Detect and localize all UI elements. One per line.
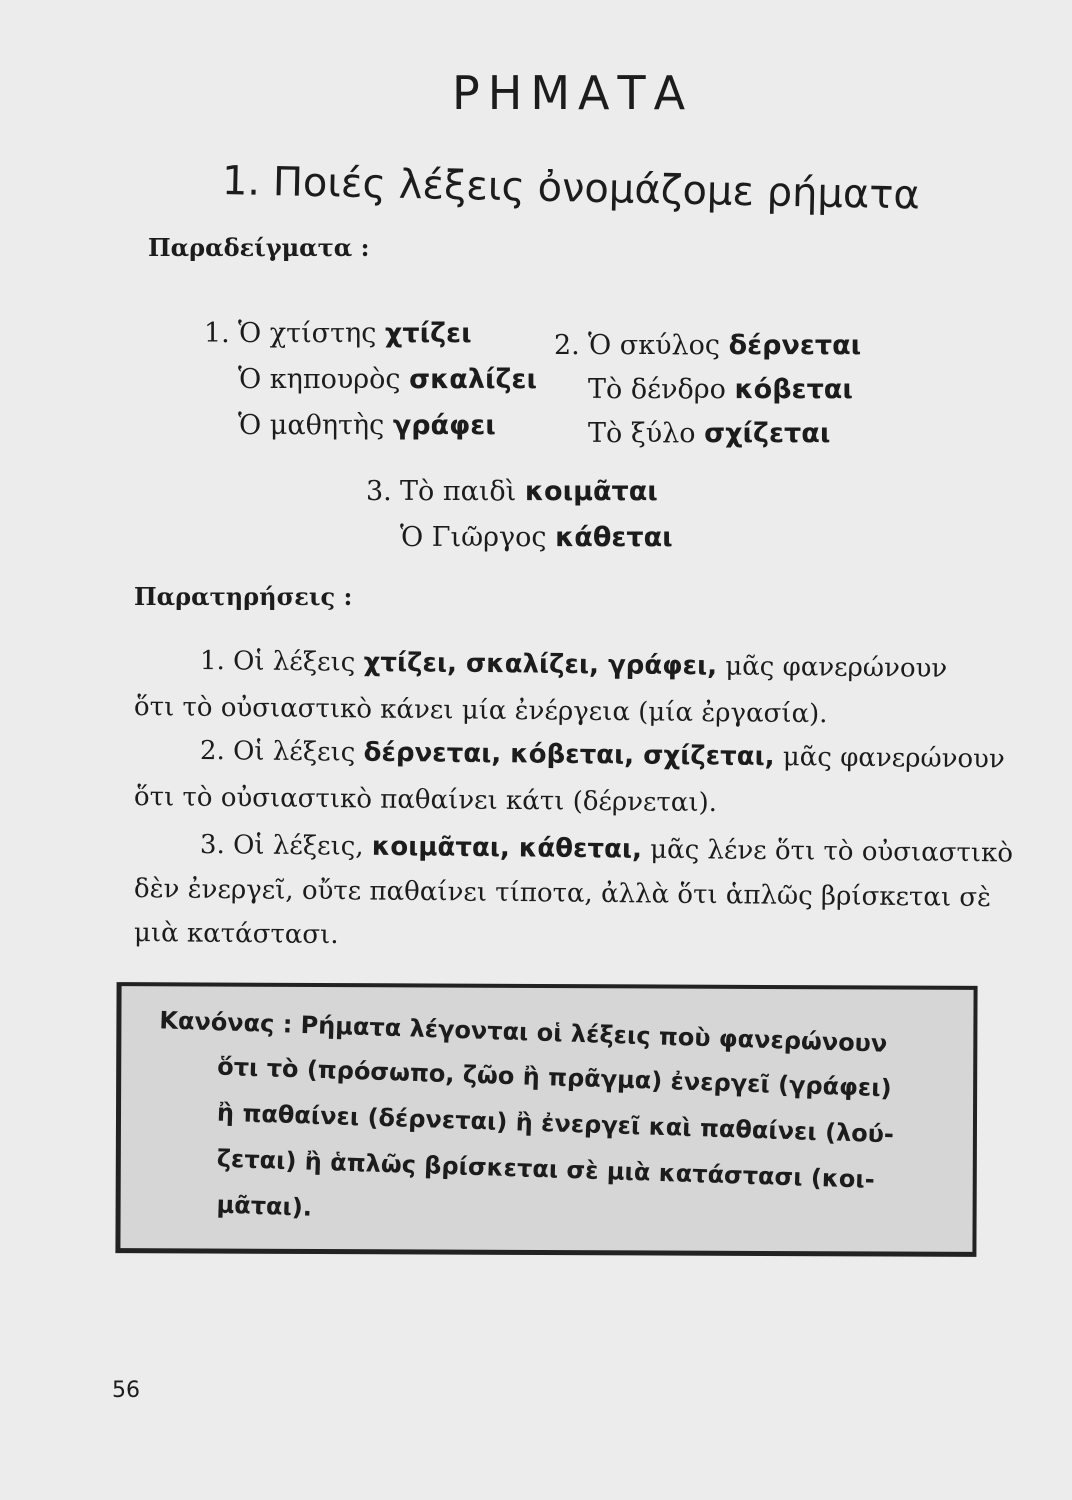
verb: γράφει bbox=[392, 410, 496, 441]
rule-box bbox=[115, 982, 977, 1257]
page-number: 56 bbox=[112, 1378, 140, 1403]
example-number: 3. bbox=[366, 476, 392, 507]
observation-line: 3. Οἱ λέξεις, κοιμᾶται, κάθεται, μᾶς λένε ὅτι τὸ οὐσιαστικὸ bbox=[199, 830, 1014, 869]
verb: κάθεται bbox=[555, 522, 673, 553]
rule-line: μᾶται). bbox=[216, 1190, 313, 1222]
examples-heading: Παραδείγματα : bbox=[148, 233, 370, 262]
rule-line: Κανόνας : Ρήματα λέγονται οἱ λέξεις ποὺ φανερώνουν bbox=[158, 1006, 888, 1058]
observation-line: ὅτι τὸ οὐσιαστικὸ κάνει μία ἐνέργεια (μία ἐργασία). bbox=[133, 692, 828, 730]
example-line: Ὁ Γιῶργος κάθεται bbox=[400, 522, 673, 553]
example-line: Ὁ κηπουρὸς σκαλίζει bbox=[238, 364, 537, 395]
example-line: Ὁ μαθητὴς γράφει bbox=[238, 410, 496, 441]
observation-line: μιὰ κατάστασι. bbox=[133, 918, 339, 951]
example-number: 1. bbox=[204, 318, 230, 349]
rule-line: ζεται) ἢ ἁπλῶς βρίσκεται σὲ μιὰ κατάστασι (κοι- bbox=[216, 1144, 876, 1194]
example-line: Τὸ ξύλο σχίζεται bbox=[588, 418, 831, 449]
rule-line: ἢ παθαίνει (δέρνεται) ἢ ἐνεργεῖ καὶ παθαίνει (λού- bbox=[216, 1098, 895, 1149]
verb: κόβεται bbox=[734, 374, 853, 405]
section-title: ΡΗΜΑΤΑ bbox=[452, 66, 694, 120]
example-line: 1. Ὁ χτίστης χτίζει bbox=[204, 318, 472, 349]
observation-line: ὅτι τὸ οὐσιαστικὸ παθαίνει κάτι (δέρνεται). bbox=[133, 782, 718, 819]
example-number: 2. bbox=[554, 330, 580, 361]
verb-list: κοιμᾶται, κάθεται, bbox=[371, 831, 643, 865]
chapter-title: 1. Ποιές λέξεις ὀνομάζομε ρήματα bbox=[221, 158, 921, 219]
verb: σκαλίζει bbox=[409, 364, 537, 395]
example-line: 2. Ὁ σκύλος δέρνεται bbox=[554, 330, 862, 361]
example-line: 3. Τὸ παιδὶ κοιμᾶται bbox=[366, 476, 658, 507]
observation-line: 2. Οἱ λέξεις δέρνεται, κόβεται, σχίζεται, μᾶς φανερώνουν bbox=[199, 736, 1005, 775]
verb: σχίζεται bbox=[704, 418, 831, 449]
example-line: Τὸ δένδρο κόβεται bbox=[588, 374, 853, 405]
rule-line: ὅτι τὸ (πρόσωπο, ζῶο ἢ πρᾶγμα) ἐνεργεῖ (γράφει) bbox=[216, 1052, 893, 1103]
observation-line: 1. Οἱ λέξεις χτίζει, σκαλίζει, γράφει, μᾶς φανερώνουν bbox=[199, 646, 948, 684]
observation-line: δὲν ἐνεργεῖ, οὔτε παθαίνει τίποτα, ἀλλὰ ὅτι ἁπλῶς βρίσκεται σὲ bbox=[133, 874, 992, 913]
verb-list: δέρνεται, κόβεται, σχίζεται, bbox=[363, 737, 775, 773]
verb-list: χτίζει, σκαλίζει, γράφει, bbox=[363, 647, 718, 682]
observations-heading: Παρατηρήσεις : bbox=[134, 582, 353, 611]
verb: κοιμᾶται bbox=[524, 476, 658, 507]
verb: χτίζει bbox=[384, 318, 472, 349]
verb: δέρνεται bbox=[728, 330, 862, 361]
